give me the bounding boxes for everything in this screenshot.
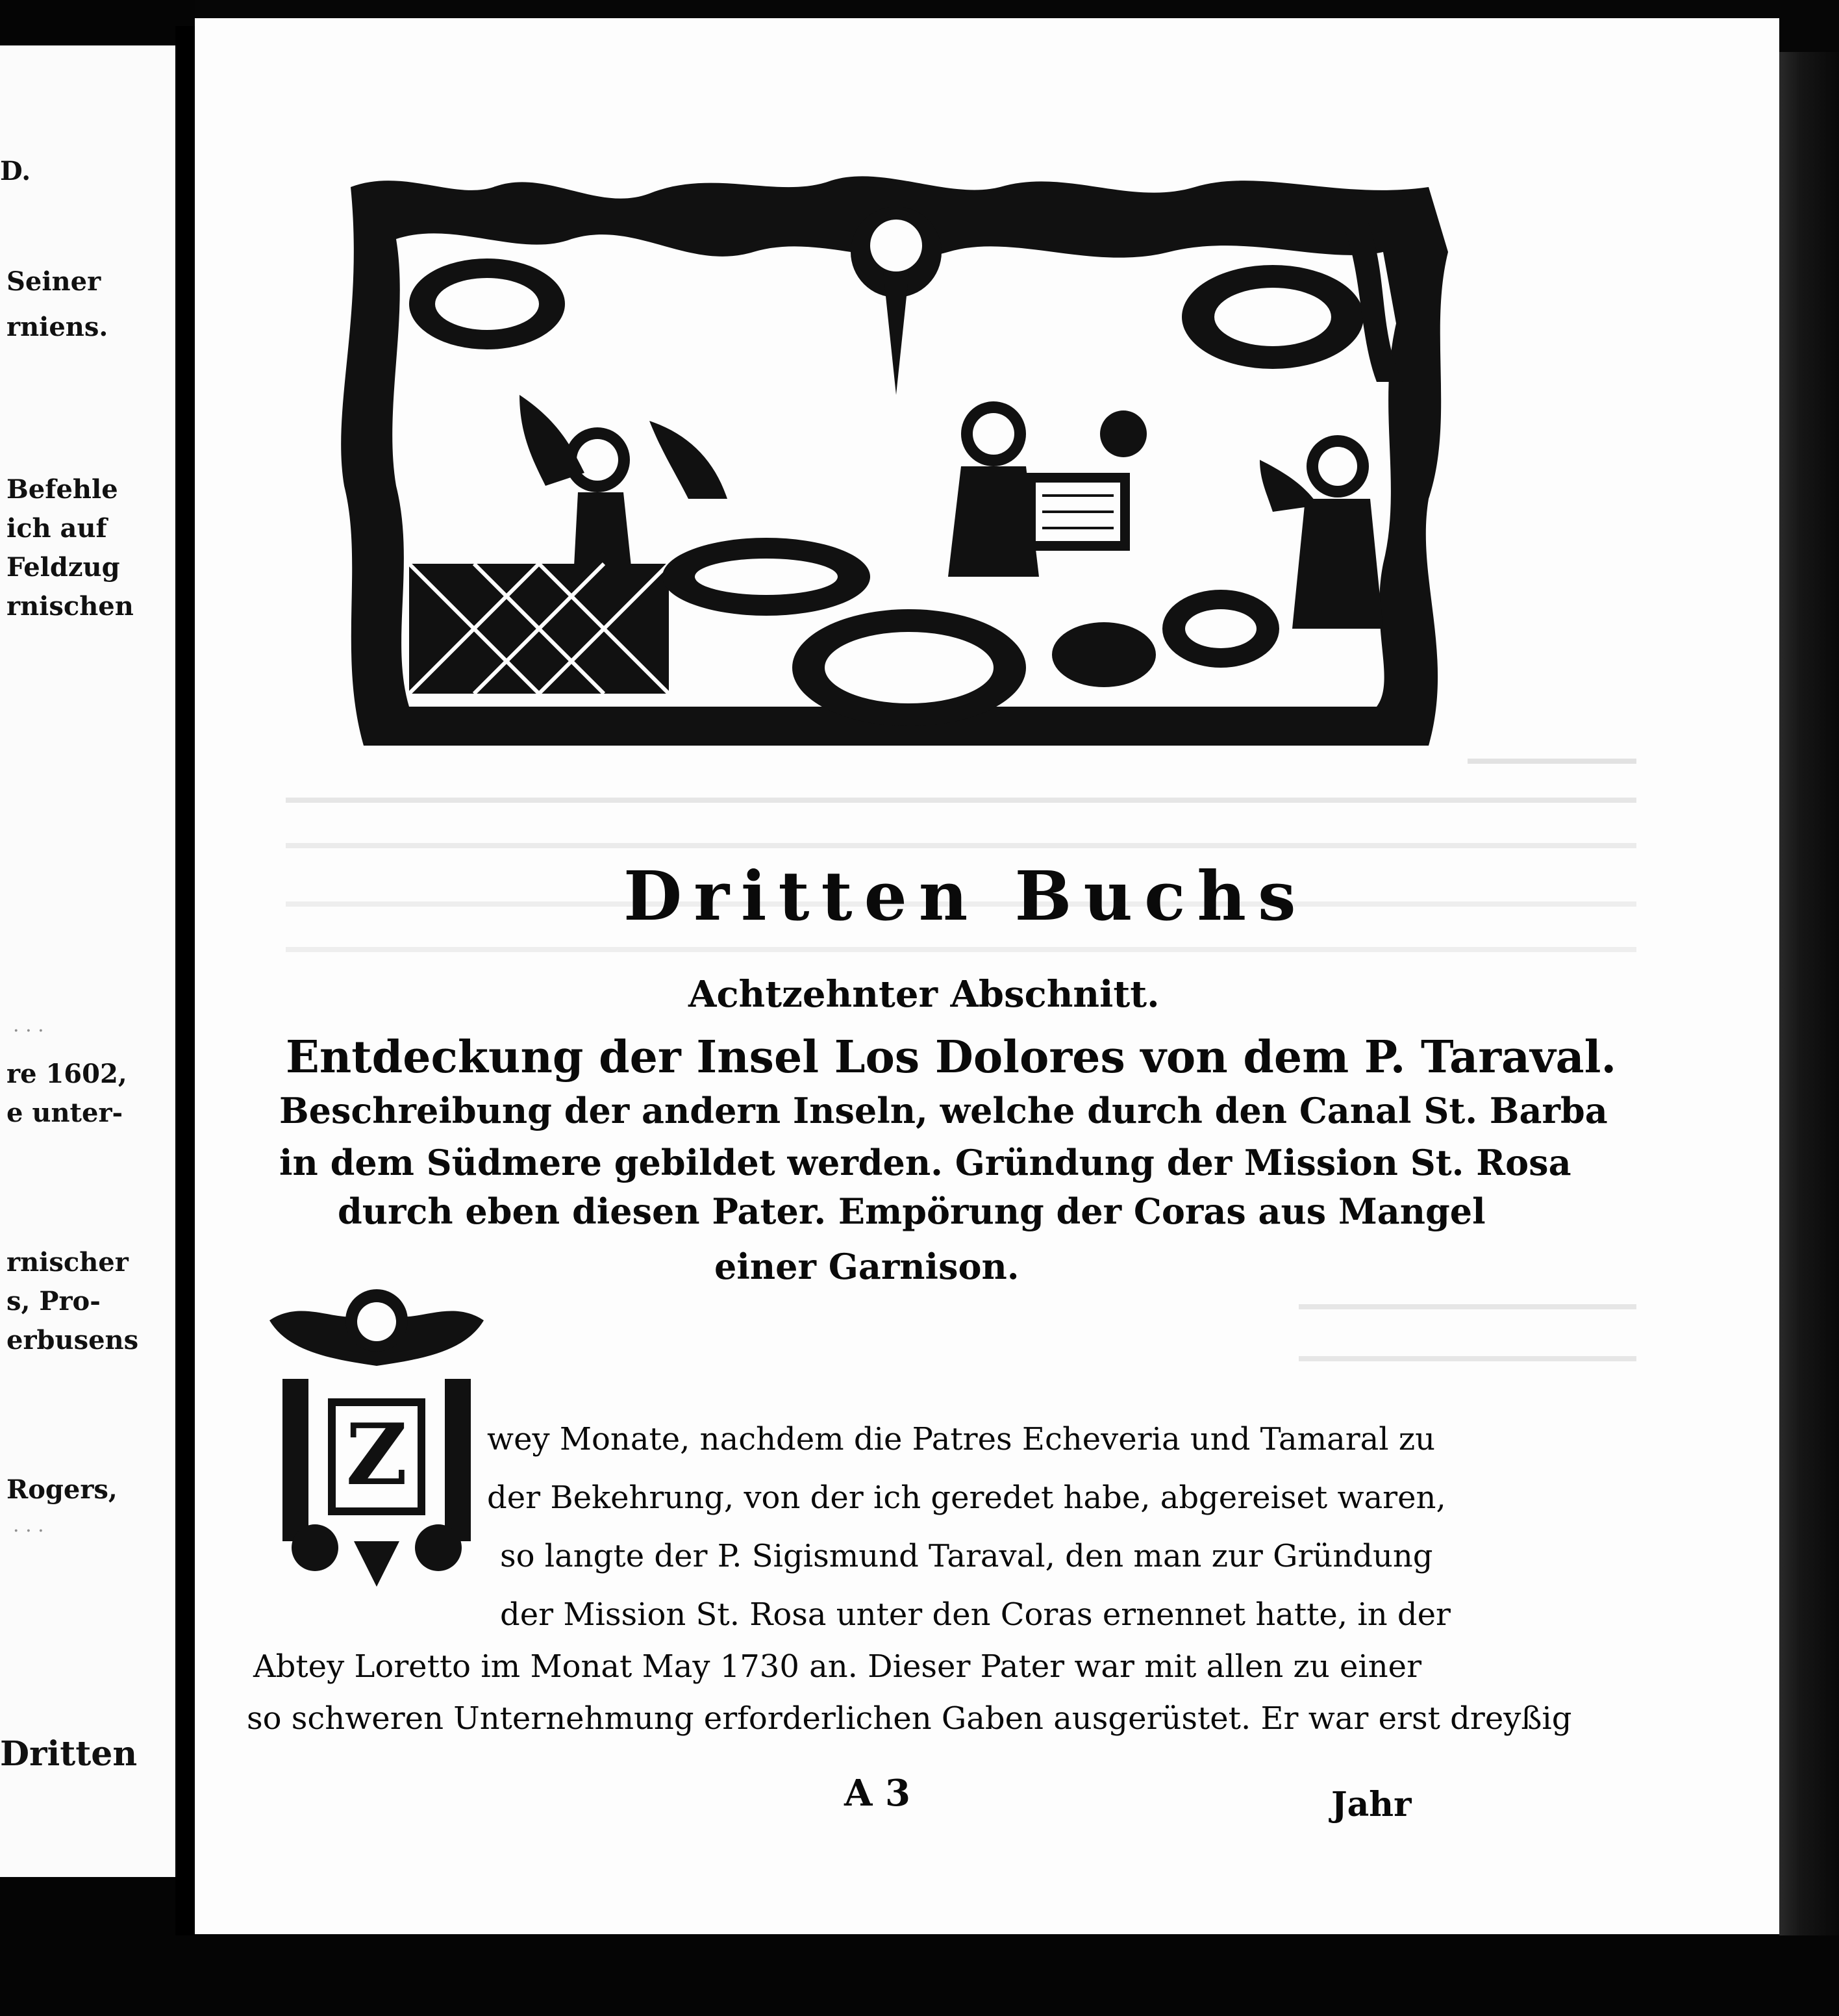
signature-mark: A 3 <box>844 1772 910 1815</box>
left-page-fragment: e unter- <box>6 1098 123 1128</box>
decorated-initial <box>256 1281 497 1593</box>
right-page <box>195 18 1779 1934</box>
left-page-fragment: re 1602, <box>6 1059 127 1089</box>
catchword: Jahr <box>1331 1785 1412 1824</box>
left-page-fragment: D. <box>0 156 31 186</box>
body-line: der Mission St. Rosa unter den Coras ernennet hatte, in der <box>500 1596 1451 1633</box>
chapter-title: Dritten Buchs <box>623 856 1308 936</box>
left-page-fragment: erbusens <box>6 1325 139 1355</box>
summary-line: einer Garnison. <box>714 1246 1020 1287</box>
ornamental-headpiece <box>325 161 1468 785</box>
initial-letter: Z <box>345 1405 408 1504</box>
bleed-through-mark: · · · <box>13 1020 44 1042</box>
left-page-fragment: Seiner <box>6 266 101 297</box>
section-title: Achtzehnter Abschnitt. <box>688 973 1160 1016</box>
body-line: so schweren Unternehmung erforderlichen Gaben ausgerüstet. Er war erst dreyßig <box>247 1700 1572 1737</box>
summary-line: Beschreibung der andern Inseln, welche durch den Canal St. Barba <box>279 1090 1608 1131</box>
left-page-fragment: Feldzug <box>6 552 120 583</box>
left-page-fragment: rnischer <box>6 1247 129 1278</box>
left-page-fragment: rnischen <box>6 591 134 622</box>
left-page-fragment: Befehle <box>6 474 118 505</box>
left-page <box>0 45 175 1877</box>
body-line: Abtey Loretto im Monat May 1730 an. Dieser Pater war mit allen zu einer <box>253 1648 1422 1685</box>
scan-background-bottom <box>0 1935 1839 2016</box>
left-page-fragment: ich auf <box>6 513 107 544</box>
book-gutter <box>175 26 195 1974</box>
body-line: wey Monate, nachdem die Patres Echeveria und Tamaral zu <box>487 1421 1436 1457</box>
left-page-fragment: rniens. <box>6 312 108 342</box>
book-fore-edge <box>1779 52 1839 1974</box>
left-page-fragment: Rogers, <box>6 1474 118 1505</box>
left-page-fragment: s, Pro- <box>6 1286 101 1317</box>
left-page-fragment: Dritten <box>0 1734 138 1774</box>
body-line: so langte der P. Sigismund Taraval, den man zur Gründung <box>500 1538 1433 1574</box>
body-line: der Bekehrung, von der ich geredet habe, abgereiset waren, <box>487 1480 1446 1516</box>
summary-line: Entdeckung der Insel Los Dolores von dem P. Taraval. <box>286 1031 1617 1083</box>
bleed-through-mark: · · · <box>13 1520 44 1543</box>
summary-line: in dem Südmere gebildet werden. Gründung der Mission St. Rosa <box>279 1142 1571 1183</box>
summary-line: durch eben diesen Pater. Empörung der Coras aus Mangel <box>338 1191 1486 1232</box>
